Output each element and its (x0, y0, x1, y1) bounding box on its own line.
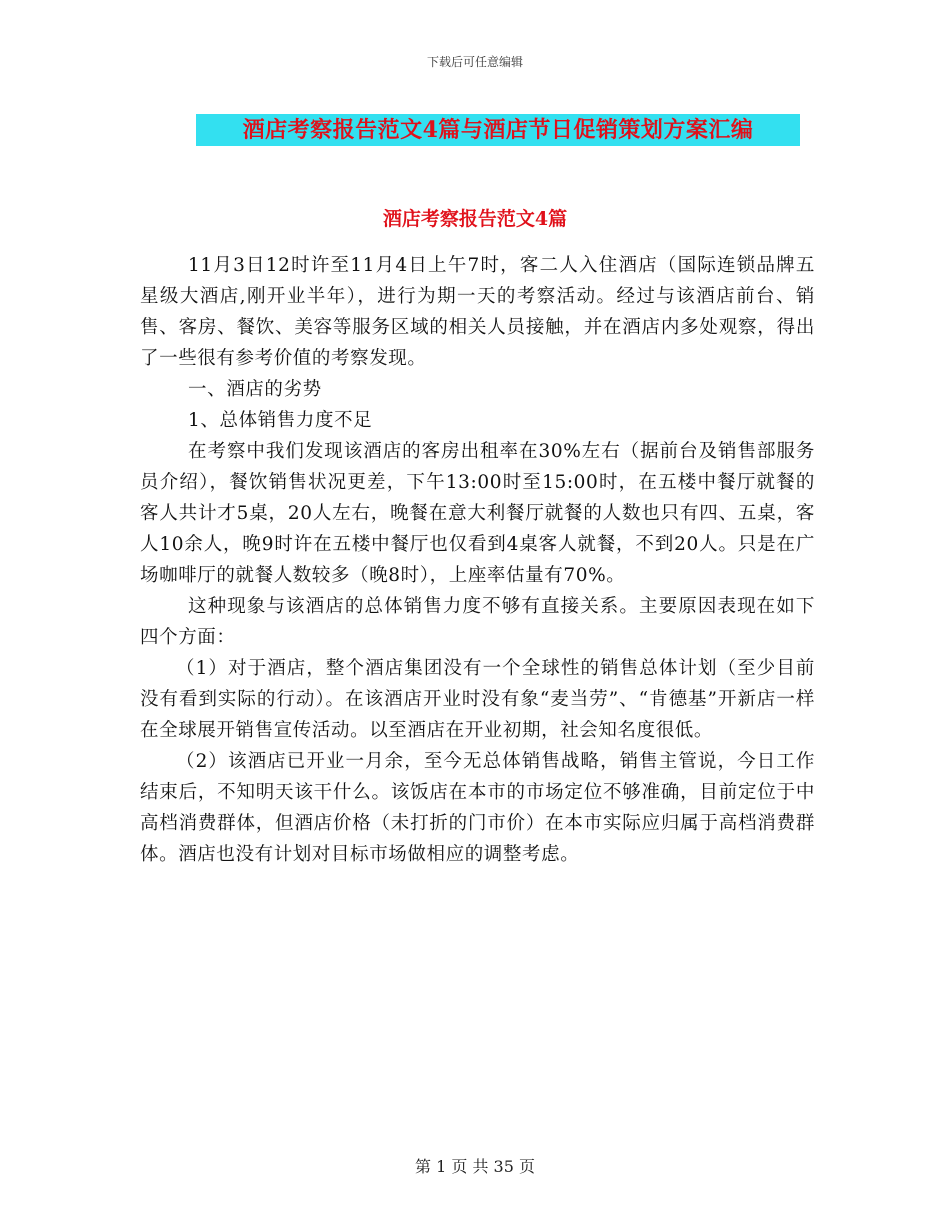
body-content (140, 250, 815, 870)
main-title: 酒店考察报告范文4篇与酒店节日促销策划方案汇编 (196, 114, 800, 146)
list-item-1: （1）对于酒店，整个酒店集团没有一个全球性的销售总体计划（至少目前没有看到实际的行动）。在该酒店开业时没有象“麦当劳”、“肯德基”开新店一样在全球展开销售宣传活动。以至酒店在开业初期，社会知名度很低。 (140, 658, 815, 741)
page-footer: 第 1 页 共 35 页 (415, 1157, 535, 1176)
paragraph-occupancy: 在考察中我们发现该酒店的客房出租率在30%左右（据前台及销售部服务员介绍），餐饮销售状况更差，下午13:00时至15:00时，在五楼中餐厅就餐的客人共计才5桌，20人左右，晚餐在意大利餐厅就餐的人数也只有四、五桌，客人10余人，晚9时许在五楼中餐厅也仅看到4桌客人就餐，不到20人。只是在广场咖啡厅的就餐人数较多（晚8时），上座率估量有70%。 (140, 441, 815, 586)
header-note: 下载后可任意编辑 (426, 55, 523, 69)
list-item-2: （2）该酒店已开业一月余，至今无总体销售战略，销售主管说，今日工作结束后，不知明天该干什么。该饭店在本市的市场定位不够准确，目前定位于中高档消费群体，但酒店价格（未打折的门市价）在本市实际应归属于高档消费群体。酒店也没有计划对目标市场做相应的调整考虑。 (140, 751, 815, 865)
section-title: 酒店考察报告范文4篇 (382, 208, 568, 230)
heading-disadvantages: 一、酒店的劣势 (188, 379, 322, 400)
paragraph-reasons: 这种现象与该酒店的总体销售力度不够有直接关系。主要原因表现在如下四个方面： (140, 596, 815, 648)
heading-sales-strength: 1、总体销售力度不足 (188, 410, 373, 431)
paragraph-intro: 11月3日12时许至11月4日上午7时，客二人入住酒店（国际连锁品牌五星级大酒店,刚开业半年），进行为期一天的考察活动。经过与该酒店前台、销售、客房、餐饮、美容等服务区域的相关人员接触，并在酒店内多处观察，得出了一些很有参考价值的考察发现。 (140, 255, 815, 369)
